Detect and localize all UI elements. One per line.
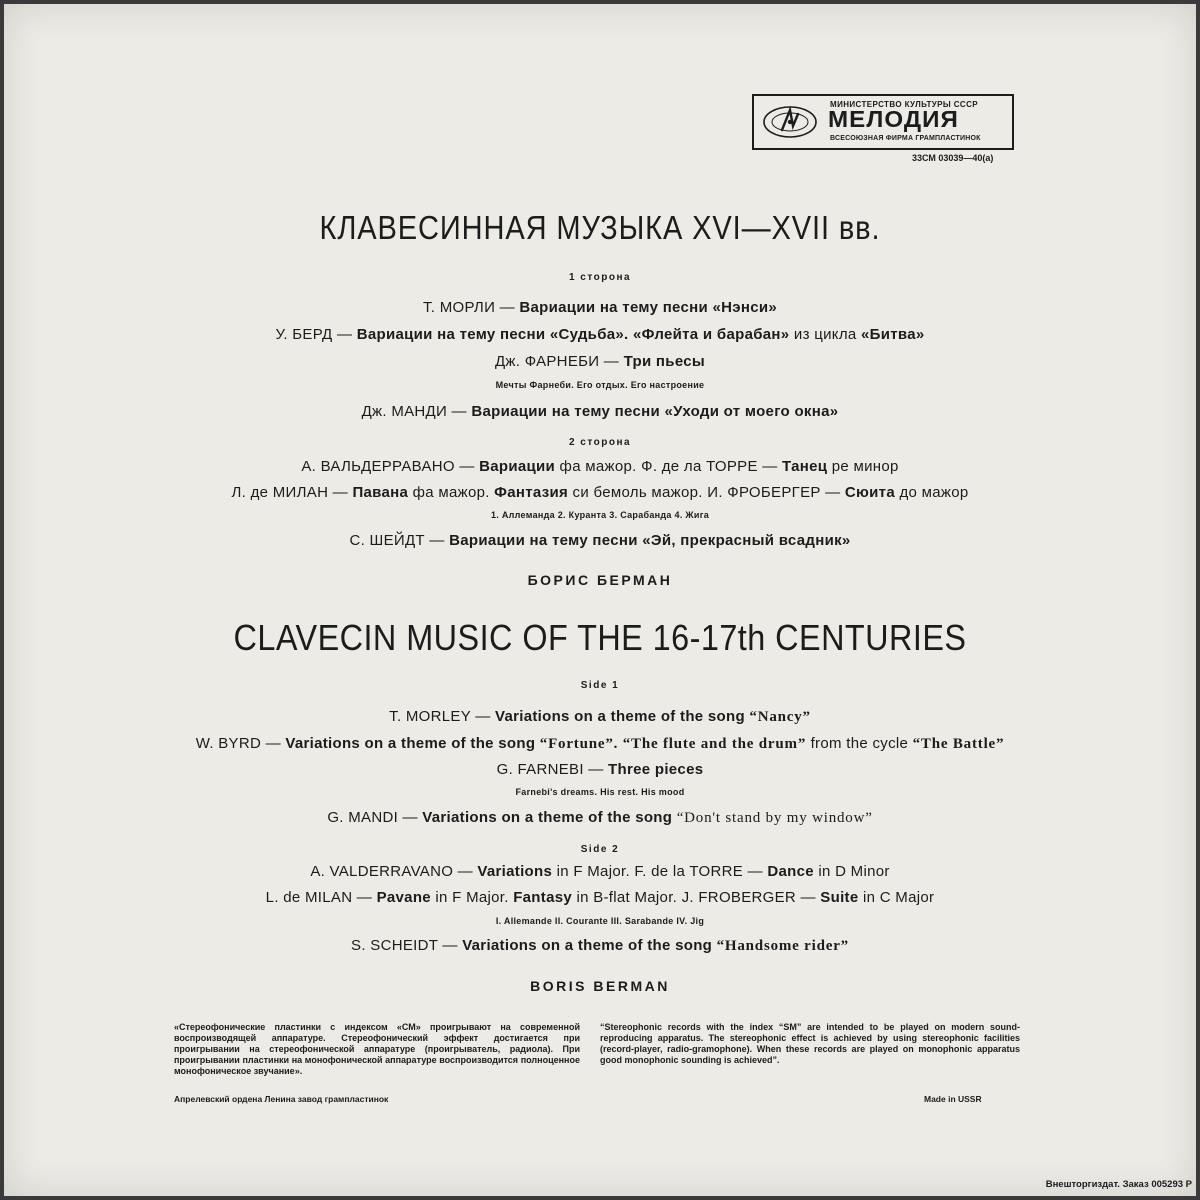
- artist-ru: БОРИС БЕРМАН: [527, 572, 673, 588]
- logo-firm: ВСЕСОЮЗНАЯ ФИРМА ГРАМПЛАСТИНОК: [830, 135, 981, 142]
- record-sleeve-back: [4, 4, 1196, 1196]
- track-ru-6-parts: 1. Аллеманда 2. Куранта 3. Сарабанда 4. Жига: [490, 510, 710, 520]
- from-text: from the cycle: [810, 735, 909, 752]
- work: Suite: [820, 889, 859, 906]
- key: in F Major.: [556, 863, 630, 880]
- title-en: CLAVECIN MUSIC OF THE 16-17th CENTURIES: [233, 617, 967, 658]
- key: до мажор: [899, 484, 969, 501]
- work: Сюита: [844, 484, 895, 501]
- key: in B-flat Major.: [576, 889, 678, 906]
- key: фа мажор.: [412, 484, 490, 501]
- work: Variations on a theme of the song: [495, 708, 745, 725]
- work: Вариации на тему песни «Эй, прекрасный всадник»: [449, 532, 851, 549]
- side1-label-ru: 1 сторона: [568, 272, 632, 283]
- composer: Ф. де ла ТОРРЕ —: [641, 458, 778, 475]
- side2-label-ru: 2 сторона: [568, 437, 632, 448]
- track-ru-3-parts: Мечты Фарнеби. Его отдых. Его настроение: [495, 380, 705, 390]
- composer: G. MANDI —: [327, 809, 418, 826]
- melodiya-emblem-icon: [760, 100, 820, 144]
- composer: У. БЕРД —: [275, 326, 353, 343]
- composer: L. de MILAN —: [265, 889, 373, 906]
- key: ре минор: [831, 458, 899, 475]
- track-en-1: [4, 708, 1196, 726]
- title-ru: КЛАВЕСИННАЯ МУЗЫКА XVI—XVII вв.: [319, 209, 881, 246]
- song: “Fortune”. “The flute and the drum”: [539, 736, 807, 752]
- track-ru-7: [4, 532, 1196, 549]
- side1-label-en: Side 1: [580, 680, 620, 691]
- work: Dance: [767, 863, 814, 880]
- stereo-note-en: “Stereophonic records with the index “SM” are intended to be played on modern sound-reproducing apparatus. The stereophonic effect is achieved by using stereophonic facilities (record-player, radio-gramophone). When these records are played on monophonic apparatus good monophonic sounding is achieved”.: [600, 1022, 1020, 1065]
- composer: Т. МОРЛИ —: [422, 299, 515, 316]
- composer: S. SCHEIDT —: [351, 937, 458, 954]
- key: фа мажор.: [559, 458, 637, 475]
- side2-label-en: Side 2: [580, 844, 620, 855]
- track-ru-2: [4, 326, 1196, 343]
- work: Фантазия: [494, 484, 569, 501]
- composer: Дж. ФАРНЕБИ —: [494, 353, 620, 370]
- composer: Л. де МИЛАН —: [231, 484, 348, 501]
- composer: Дж. МАНДИ —: [361, 403, 467, 420]
- cycle: «Битва»: [860, 326, 925, 343]
- composer: С. ШЕЙДТ —: [349, 532, 445, 549]
- work: Three pieces: [608, 761, 704, 778]
- composer: W. BYRD —: [195, 735, 281, 752]
- stereo-note-ru: «Стереофонические пластинки с индексом «СМ» проигрывают на современной воспроизводящей аппаратуре. Стереофонический эффект достигается при проигрывании на стереофонической аппаратуре (проигрыватель, радиола). При проигрывании пластинки на монофонической аппаратуре воспроизводится полноценное монофоническое звучание».: [174, 1022, 580, 1076]
- work: Вариации на тему песни «Нэнси»: [519, 299, 778, 316]
- work: Pavane: [376, 889, 431, 906]
- composer: A. VALDERRAVANO —: [310, 863, 473, 880]
- track-ru-6: [4, 484, 1196, 501]
- composer: А. ВАЛЬДЕРРАВАНО —: [301, 458, 475, 475]
- plant-name: Апрелевский ордена Ленина завод грампластинок: [174, 1094, 389, 1104]
- logo-name: МЕЛОДИЯ: [828, 106, 959, 132]
- artist-en: BORIS BERMAN: [530, 978, 670, 994]
- key: in D Minor: [818, 863, 890, 880]
- track-en-4: [4, 809, 1196, 827]
- track-en-2: [4, 735, 1196, 753]
- work: Variations: [477, 863, 553, 880]
- work: Павана: [352, 484, 409, 501]
- track-en-5: [4, 863, 1196, 880]
- song: “Nancy”: [749, 709, 811, 725]
- track-en-3: [4, 761, 1196, 778]
- made-in: Made in USSR: [924, 1094, 982, 1104]
- work: Вариации на тему песни «Уходи от моего окна»: [471, 403, 839, 420]
- composer: T. MORLEY —: [389, 708, 491, 725]
- work: Танец: [781, 458, 828, 475]
- work: Три пьесы: [623, 353, 706, 370]
- work: Вариации на тему песни «Судьба». «Флейта и барабан»: [356, 326, 790, 343]
- song: “Don't stand by my window”: [676, 810, 873, 826]
- track-en-7: [4, 937, 1196, 955]
- order-number: Внешторгиздат. Заказ 005293 Р: [1045, 1179, 1192, 1190]
- work: Variations on a theme of the song: [422, 809, 673, 826]
- key: in C Major: [862, 889, 935, 906]
- track-en-6-parts: I. Allemande II. Courante III. Sarabande IV. Jig: [495, 916, 705, 926]
- cycle: “The Battle”: [912, 736, 1005, 752]
- track-ru-4: [4, 403, 1196, 420]
- track-ru-1: [4, 299, 1196, 316]
- work: Вариации: [479, 458, 556, 475]
- composer: F. de la TORRE —: [634, 863, 763, 880]
- logo-ministry: МИНИСТЕРСТВО КУЛЬТУРЫ СССР: [830, 100, 978, 109]
- track-ru-5: [4, 458, 1196, 475]
- song: “Handsome rider”: [716, 938, 849, 954]
- track-en-6: [4, 889, 1196, 906]
- composer: J. FROBERGER —: [681, 889, 816, 906]
- work: Fantasy: [513, 889, 572, 906]
- track-ru-3: [4, 353, 1196, 370]
- key: in F Major.: [435, 889, 509, 906]
- from-text: из цикла: [793, 326, 857, 343]
- work: Variations on a theme of the song: [462, 937, 713, 954]
- track-en-3-parts: Farnebi's dreams. His rest. His mood: [515, 787, 685, 797]
- melodiya-logo: [752, 94, 1014, 150]
- composer: И. ФРОБЕРГЕР —: [707, 484, 841, 501]
- catalog-number: 33СМ 03039—40(а): [912, 153, 994, 163]
- key: си бемоль мажор.: [572, 484, 703, 501]
- work: Variations on a theme of the song: [285, 735, 536, 752]
- composer: G. FARNEBI —: [496, 761, 604, 778]
